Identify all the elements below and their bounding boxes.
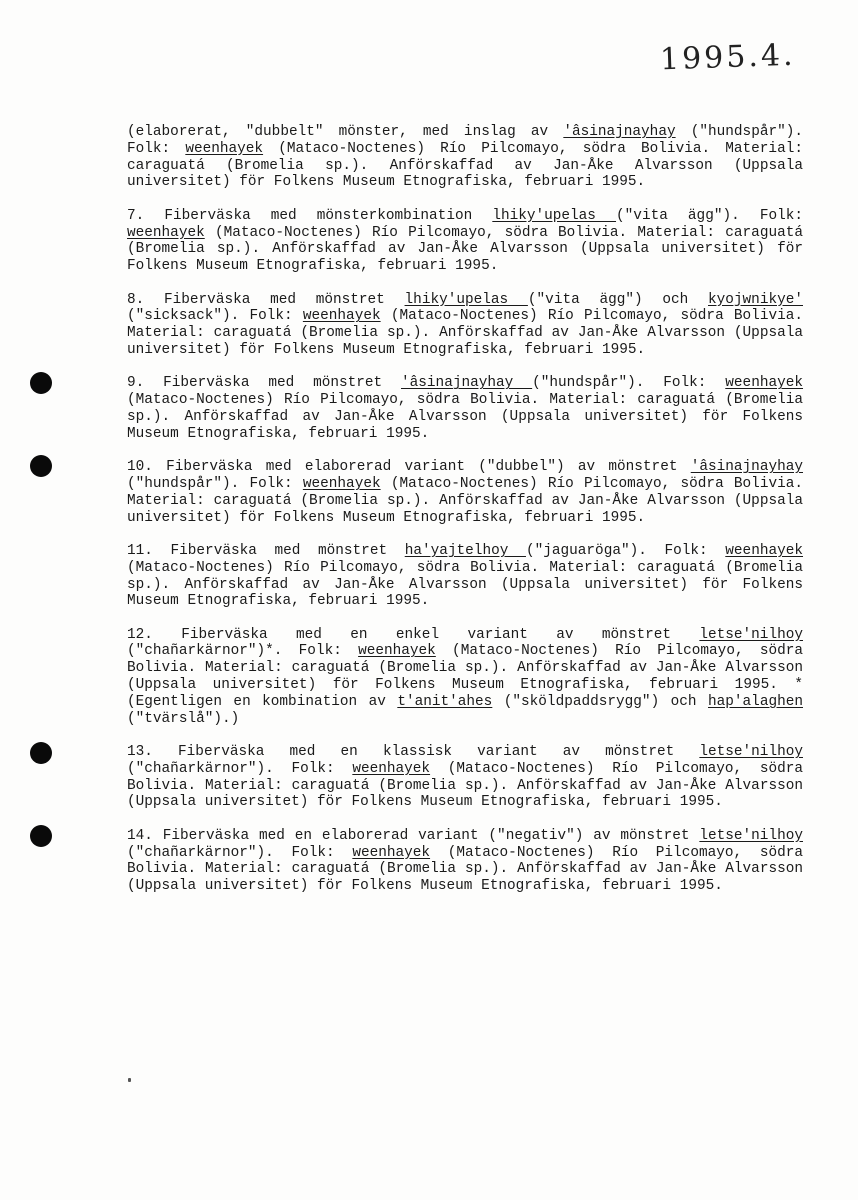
catalog-entry-7: [127, 208, 803, 275]
catalog-entry-cont: [127, 124, 803, 191]
catalog-entry-9: [127, 375, 803, 442]
catalog-entries: [127, 124, 803, 912]
entry-text: ("sköldpaddsrygg") och: [492, 693, 708, 710]
entry-text: ("jaguaröga"). Folk:: [525, 542, 726, 559]
catalog-entry-13: [127, 744, 803, 811]
entry-text: 14. Fiberväska med en elaborerad variant ("negativ") av mönstret: [127, 827, 700, 844]
catalog-entry-12: [127, 627, 803, 728]
entry-text: 7. Fiberväska med mönsterkombination: [127, 207, 493, 224]
entry-text: ("chañarkärnor"). Folk:: [127, 760, 353, 777]
entry-text: (Mataco-Noctenes) Río Pilcomayo, södra Bolivia. Material: caraguatá (Bromelia sp.). Anförskaffad av Jan-Åke Alvarsson (Uppsala universitet) för Folkens Museum Etnografiska, februari 1995. *(Egentligen en kombination av: [127, 643, 803, 710]
entry-text: ("hundspår"). Folk:: [127, 124, 804, 157]
entry-text: (Mataco-Noctenes) Río Pilcomayo, södra Bolivia. Material: caraguatá (Bromelia sp.). Anförskaffad av Jan-Åke Alvarsson (Uppsala universitet) för Folkens Museum Etnografiska, februari 1995.: [127, 140, 803, 191]
underlined-term: kyojwnikye': [708, 291, 803, 308]
entry-text: ("chañarkärnor"). Folk:: [127, 844, 353, 861]
entry-text: ("tvärslå").): [127, 710, 240, 727]
underlined-term: weenhayek: [725, 542, 804, 559]
underlined-term: weenhayek: [358, 643, 436, 660]
underlined-term: t'anit'ahes: [397, 693, 493, 710]
underlined-term: letse'nilhoy: [699, 626, 803, 643]
entry-text: ("vita ägg"). Folk:: [616, 207, 803, 224]
underlined-term: weenhayek: [302, 475, 381, 492]
punch-hole-4: [30, 825, 52, 847]
catalog-entry-14: [127, 828, 803, 895]
underlined-term: lhiky'upelas: [492, 207, 617, 224]
underlined-term: weenhayek: [185, 140, 264, 157]
underlined-term: weenhayek: [302, 308, 381, 325]
underlined-term: ha'yajtelhoy: [404, 542, 526, 559]
underlined-term: 'âsinajnayhay: [401, 375, 533, 392]
entry-text: (Mataco-Noctenes) Río Pilcomayo, södra Bolivia. Material: caraguatá (Bromelia sp.). Anförskaffad av Jan-Åke Alvarsson (Uppsala universitet) för Folkens Museum Etnografiska, februari 1995.: [127, 308, 803, 358]
entry-text: ("hundspår"). Folk:: [127, 475, 303, 492]
punch-hole-1: [30, 372, 52, 394]
entry-text: (Mataco-Noctenes) Río Pilcomayo, södra Bolivia. Material: caraguatá (Bromelia sp.). Anförskaffad av Jan-Åke Alvarsson (Uppsala universitet) för Folkens Museum Etnografiska, februari 1995.: [127, 475, 803, 526]
entry-text: 10. Fiberväska med elaborerad variant ("dubbel") av mönstret: [127, 459, 691, 476]
entry-text: (Mataco-Noctenes) Río Pilcomayo, södra Bolivia. Material: caraguatá (Bromelia sp.). Anförskaffad av Jan-Åke Alvarsson (Uppsala universitet) för Folkens Museum Etnografiska, februari 1995.: [127, 844, 803, 895]
underlined-term: weenhayek: [725, 375, 804, 392]
punch-hole-3: [30, 742, 52, 764]
scan-speck: [128, 1078, 131, 1082]
entry-text: ("vita ägg") och: [527, 291, 708, 308]
handwritten-page-number: 1995.4.: [659, 37, 797, 78]
entry-text: (Mataco-Noctenes) Río Pilcomayo, södra Bolivia. Material: caraguatá (Bromelia sp.). Anförskaffad av Jan-Åke Alvarsson (Uppsala universitet) för Folkens Museum Etnografiska, februari 1995.: [127, 760, 803, 811]
underlined-term: 'âsinajnayhay: [563, 124, 676, 140]
entry-text: 12. Fiberväska med en enkel variant av mönstret: [127, 626, 700, 643]
catalog-entry-11: [127, 543, 803, 610]
entry-text: 9. Fiberväska med mönstret: [127, 375, 402, 392]
entry-text: (Mataco-Noctenes) Río Pilcomayo, södra Bolivia. Material: caraguatá (Bromelia sp.). Anförskaffad av Jan-Åke Alvarsson (Uppsala universitet) för Folkens Museum Etnografiska, februari 1995.: [127, 224, 803, 275]
underlined-term: hap'alaghen: [708, 693, 803, 710]
underlined-term: weenhayek: [352, 844, 431, 861]
entry-text: (elaborerat, "dubbelt" mönster, med inslag av: [127, 124, 564, 140]
catalog-entry-10: [127, 459, 803, 526]
underlined-term: letse'nilhoy: [699, 827, 803, 844]
underlined-term: lhiky'upelas: [404, 291, 528, 308]
underlined-term: letse'nilhoy: [699, 744, 803, 761]
entry-text: ("hundspår"). Folk:: [532, 375, 726, 392]
underlined-term: 'âsinajnayhay: [690, 459, 803, 476]
entry-text: 11. Fiberväska med mönstret: [127, 542, 405, 559]
catalog-entry-8: [127, 292, 803, 359]
entry-text: ("chañarkärnor")*. Folk:: [127, 643, 359, 660]
punch-hole-2: [30, 455, 52, 477]
entry-text: ("sicksack"). Folk:: [127, 308, 303, 325]
entry-text: (Mataco-Noctenes) Río Pilcomayo, södra Bolivia. Material: caraguatá (Bromelia sp.). Anförskaffad av Jan-Åke Alvarsson (Uppsala universitet) för Folkens Museum Etnografiska, februari 1995.: [127, 559, 803, 610]
entry-text: 8. Fiberväska med mönstret: [127, 291, 405, 308]
entry-text: 13. Fiberväska med en klassisk variant av mönstret: [127, 744, 700, 761]
underlined-term: weenhayek: [127, 224, 205, 241]
entry-text: (Mataco-Noctenes) Río Pilcomayo, södra Bolivia. Material: caraguatá (Bromelia sp.). Anförskaffad av Jan-Åke Alvarsson (Uppsala universitet) för Folkens Museum Etnografiska, februari 1995.: [127, 392, 803, 442]
underlined-term: weenhayek: [352, 760, 431, 777]
